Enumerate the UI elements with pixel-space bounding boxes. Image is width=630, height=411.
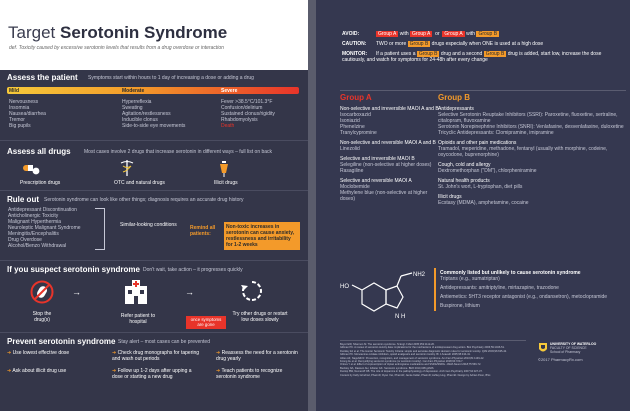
university-faculty: FACULTY OF SCIENCE: [550, 346, 587, 350]
university-logo-text: [550, 342, 596, 354]
reference: Gillman PK. A review of serotonin toxicity data: implications for the mechanisms of antidepressant drug action. Biol Psychiatry 2006;59:1046-51.: [340, 346, 505, 350]
severity-label-severe: Severe: [221, 88, 238, 94]
conditions-list: [8, 207, 81, 249]
unlikely-line: Buspirone, lithium: [440, 303, 480, 309]
group-a-tag: Group A: [412, 31, 431, 37]
conditions-bracket: [95, 208, 105, 250]
otc-natural-drugs-label: OTC and natural drugs: [114, 180, 165, 186]
group-b-tag: Group B: [485, 51, 505, 57]
severity-label-moderate: Moderate: [122, 88, 145, 94]
pills-icon: [22, 162, 40, 176]
remind-patients-label: Remind all patients:: [190, 225, 216, 237]
page-subtitle: def. Toxicity caused by excessive serotonin levels that results from a drug overdose or interaction: [9, 45, 224, 51]
prescription-drugs-label: Prescription drugs: [20, 180, 61, 186]
symptom: Hyperreflexia: [122, 99, 152, 105]
reference: Dunkley EJ et al. The Hunter Serotonin Toxicity Criteria: simple and accurate diagnostic decision rules for serotonin toxicity. QJM 2003;96:635-42.: [340, 349, 507, 353]
group-a-tag: Group A: [444, 31, 463, 37]
syringe-icon: [218, 160, 230, 178]
group-a-title: Group A: [340, 93, 372, 102]
assess-patient-note: Symptoms start within hours to 1 day of increasing a dose or adding a drug: [88, 75, 254, 81]
ho-group-label: HO: [340, 284, 349, 290]
nh2-group-label: NH2: [413, 272, 426, 278]
symptom: Big pupils: [9, 123, 31, 129]
avoid-rule: AVOID: Group A with Group A or Group A with Group B: [342, 31, 498, 37]
once-symptoms-gone-badge: once symptoms are gone: [186, 316, 226, 329]
page-title: [8, 24, 227, 42]
group-a-tag: Group A: [378, 31, 397, 37]
unlikely-line: Triptans (e.g., sumatriptan): [440, 276, 500, 282]
stop-pill-icon: [30, 280, 54, 304]
monitor-rule: MONITOR: If a patient uses a Group B drug and a second Group B drug is added, start low, increase the dose cautiously, and watch for symptoms for 24-48h after every change: [342, 51, 603, 63]
group-b-section: Illicit drugs Ecstasy (MDMA), amphetamine, cocaine: [438, 194, 529, 206]
unlikely-line: Antidepressants: amitriptyline, mirtazapine, trazodone: [440, 285, 559, 291]
symptom: Nausea/diarrhea: [9, 111, 46, 117]
similar-conditions-label: Similar-looking conditions: [120, 222, 177, 228]
group-a-section: Non-selective and reversible MAOI A and B Linezolid: [340, 140, 436, 152]
symptom: Sweating: [122, 105, 143, 111]
group-b-tag: Group B: [409, 41, 429, 47]
hospital-icon: [122, 278, 150, 306]
symptom: Rhabdomyolysis: [221, 117, 258, 123]
condition-item: Malignant Hyperthermia: [8, 219, 62, 225]
assess-drugs-section: [0, 140, 308, 190]
suspect-note: Don't wait, take action – it progresses quickly: [143, 267, 243, 273]
rule-out-note: Serotonin syndrome can look like other things; diagnosis requires an accurate drug history: [44, 197, 244, 203]
group-b-section: Antidepressants Selective Serotonin Reuptake Inhibitors (SSRI): Paroxetine, fluoxetine, sertraline, citalopram, fluvoxamine Serotonin Norepinephrine Inhibitors (SNRI): Venlafaxine, desvenlafaxine, duloxetine Tricyclic Antidepressants: Clomipramine, imipramine: [438, 106, 624, 136]
suspect-heading: If you suspect serotonin syndrome: [7, 265, 140, 274]
illicit-drugs-label: Illicit drugs: [214, 180, 238, 186]
page-divider: [308, 0, 316, 411]
unlikely-heading: Commonly listed but unlikely to cause serotonin syndrome: [440, 270, 581, 276]
condition-item: Anticholinergic Toxicity: [8, 213, 59, 219]
arrow-right-icon-2: →: [185, 287, 194, 297]
severity-label-mild: Mild: [9, 88, 19, 94]
group-b-section: Opioids and other pain medications Tramadol, meperidine, methadone, fentanyl (usually with morphine, codeine, oxycodone, buprenorphine): [438, 140, 608, 158]
severe-symptom-list: [221, 99, 275, 129]
condition-item: Meningitis/Encephalitis: [8, 231, 59, 237]
nh-group-label: N H: [395, 314, 406, 320]
reference: Gillman PK. Monoamine oxidase inhibitors, opioid analgesics and serotonin toxicity. Br J Anaesth 2005;95:434-41.: [340, 353, 471, 357]
group-b-tag: Group B: [478, 31, 498, 37]
suspect-section: [0, 260, 308, 332]
group-b-title: Group B: [438, 93, 470, 102]
group-b-column: [438, 90, 626, 206]
assess-patient-heading: Assess the patient: [7, 73, 78, 82]
symptom: Nervousness: [9, 99, 39, 105]
symptom: Agitation/restlessness: [122, 111, 171, 117]
condition-item: Neuroleptic Malignant Syndrome: [8, 225, 81, 231]
condition-item: Antidepressant Discontinuation: [8, 207, 77, 213]
university-name: UNIVERSITY OF WATERLOO: [550, 342, 597, 346]
front-page: [0, 0, 308, 411]
prevent-note: Stay alert – most cases can be prevented: [118, 339, 210, 345]
caution-rule: CAUTION: TWO or more Group B drugs especially when ONE is used at a high dose: [342, 41, 544, 47]
restart-low-dose-step: Try other drugs or restart low doses slowly: [232, 311, 288, 323]
reference: Ables AZ, Nagubilli R. Prevention, recognition, and management of serotonin syndrome. Am Fam Physician 2010;81:1139-42.: [340, 356, 485, 360]
symptom: Side-to-side eye movements: [122, 123, 186, 129]
condition-item: Drug Overdose: [8, 237, 42, 243]
title-prefix: Target: [8, 23, 60, 42]
group-b-section: Cough, cold and allergy Dextromethorphan ("DM"), chlorpheniramine: [438, 162, 537, 174]
mild-symptom-list: [9, 99, 46, 129]
reference: Foong AL et al. Demystifying serotonin syndrome (or serotonin toxicity). Can Fam Physician 2018;64:720-7.: [340, 360, 464, 364]
prevent-section: [0, 332, 308, 411]
assess-drugs-heading: Assess all drugs: [7, 147, 71, 156]
refer-hospital-step: Refer patient to hospital: [120, 313, 156, 325]
assess-drugs-note: Most cases involve 2 drugs that increase serotonin in different ways – full list on back: [84, 149, 273, 155]
references-list: [340, 340, 526, 377]
unlikely-line: Antiemetics: 5HT3 receptor antagonist (e.g., ondansetron), metoclopramide: [440, 294, 608, 300]
prevent-item: ➜ Ask about illicit drug use: [7, 368, 67, 374]
assess-patient-section: [0, 70, 308, 140]
stop-drug-step: Stop the drug(s): [32, 311, 52, 323]
symptom-death: Death: [221, 123, 235, 129]
symptom: Sustained clonus/rigidity: [221, 111, 275, 117]
copyright: ©2017 PharmacyRx.com: [538, 357, 583, 362]
title-area: [0, 0, 308, 70]
prevent-item: ➜ Check drug monographs for tapering and wash out periods: [112, 350, 200, 362]
group-a-section: Selective and reversible MAOI A Moclobemide Methylene blue (non-selective at higher doses): [340, 178, 428, 202]
arrow-right-icon: →: [72, 287, 81, 297]
reference: Content by Kelly Grindrod, PharmD; Ryan Yan, PharmD; Jamie Kellar, PharmD; Ashley Hug, PharmD. Design by Adrian Poon, BSc.: [340, 373, 491, 377]
rule-out-heading: Rule out: [7, 195, 39, 204]
symptom: Confusion/delirium: [221, 105, 263, 111]
symptom: Insomnia: [9, 105, 30, 111]
severity-gradient-bar: [7, 87, 299, 94]
group-a-column: [340, 90, 440, 202]
unlikely-box: [434, 268, 626, 311]
symptom: Fever >38.5°C/101.3°F: [221, 99, 273, 105]
prevent-item: ➜ Teach patients to recognize serotonin syndrome: [216, 368, 283, 380]
condition-item: Alcohol/Benzo Withdrawal: [8, 243, 67, 249]
reference: Orlova Y et al. Effect of coprescription of triptan antimigraine medications and SSRIs/SNRIs. JAMA Neurol 2018;75:566-72.: [340, 363, 482, 367]
serotonin-molecule-icon: [340, 268, 430, 332]
title-main: Serotonin Syndrome: [59, 23, 228, 42]
reference: Buckley NA, Dawson AH, Isbister GK. Serotonin syndrome. BMJ 2014;348:g1626.: [340, 366, 435, 370]
university-crest-icon: [538, 342, 548, 354]
prevent-item: ➜ Follow up 1-2 days after upping a dose or starting a new drug: [112, 368, 192, 380]
university-school: School of Pharmacy: [550, 350, 581, 354]
moderate-symptom-list: [122, 99, 185, 129]
back-page: [316, 0, 630, 411]
group-a-section: Non-selective and irreversible MAOI A and B Isocarboxazid Isoniazid Phenelzine Tranylcypromine: [340, 106, 439, 136]
reference: Boyer EW, Shannon M. The serotonin syndrome. N Engl J Med 2005;352:1112-20.: [340, 343, 435, 346]
prevent-item: ➜ Reassess the need for a serotonin drug yearly: [216, 350, 298, 362]
prevent-item: ➜ Use lowest effective dose: [7, 350, 70, 356]
caduceus-icon: [120, 159, 134, 177]
group-b-tag: Group B: [418, 51, 438, 57]
rule-out-section: [0, 190, 308, 260]
group-b-section: Natural health products St. John's wort, L-tryptophan, diet pills: [438, 178, 523, 190]
group-a-section: Selective and irreversible MAOI B Selegiline (non-selective at higher doses) Rasagiline: [340, 156, 432, 174]
symptom: Tremor: [9, 117, 25, 123]
symptom: Inducible clonus: [122, 117, 158, 123]
reference: Dunlop BW, Nemeroff CB. The role of dopamine in the pathophysiology of depression. Arch Gen Psychiatry 2007;64:327-37.: [340, 370, 483, 374]
prevent-heading: Prevent serotonin syndrome: [7, 337, 116, 346]
restart-cycle-icon: [240, 279, 264, 303]
remind-patients-box: Non-toxic increases in serotonin can cause anxiety, restlessness and irritability for 1-2 weeks: [224, 222, 300, 250]
